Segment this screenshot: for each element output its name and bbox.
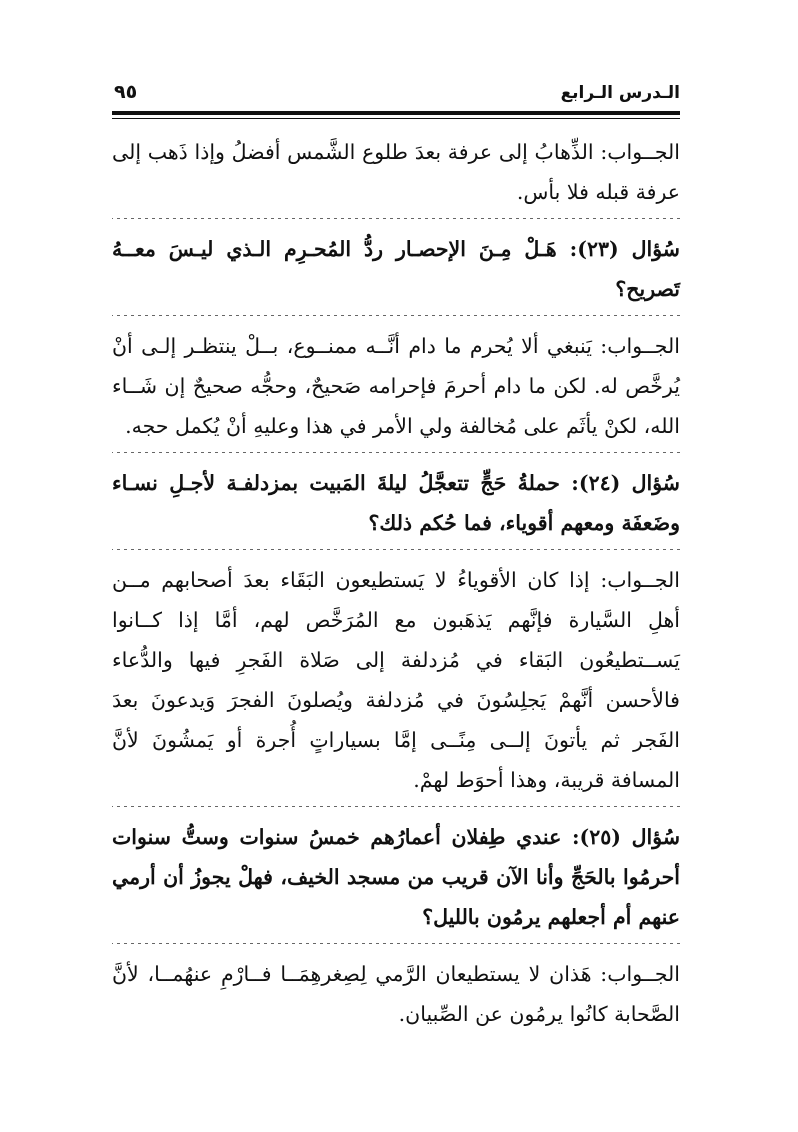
section-divider [112, 806, 680, 807]
section-divider [112, 549, 680, 550]
question-paragraph: سُؤال (٢٤): حملةُ حَجٍّ تتعجَّلُ ليلةَ المَبيت بمزدلفـة لأجـلِ نسـاء وضَعفَة ومعهم أقوياء، فما حُكم ذلك؟ [112, 471, 680, 535]
section-divider [112, 943, 680, 944]
chapter-title: الـدرس الـرابع [560, 83, 680, 103]
section-divider [112, 315, 680, 316]
answer-paragraph: الجــواب: إذا كان الأقوياءُ لا يَستطيعون البَقَاء بعدَ أصحابهم مــن أهلِ السَّيارة فإنَّهم يَذهَبون مع المُرَخَّص لهم، أمَّا إذا كــانوا يَســتطيعُون البَقاء في مُزدلفة إلى صَلاة الفَجرِ فيها والدُّعاء فالأحسن أنَّهمْ يَجلِسُونَ في مُزدلفة ويُصلونَ الفجرَ وَيدعونَ بعدَ الفَجر ثم يأتونَ إلــى مِنًــى إمَّا بسياراتٍ أُجرة أو يَمشُونَ لأنَّ المسافة قريبة، وهذا أحوَط لهمْ. [112, 568, 680, 792]
question-paragraph: سُؤال (٢٥): عندي طِفلان أعمارُهم خمسُ سنوات وستُّ سنوات أحرمُوا بالحَجِّ وأنا الآن قريب من مسجد الخيف، فهلْ يجوزُ أن أرمي عنهم أم أجعلهم يرمُون بالليل؟ [112, 825, 681, 929]
section-divider [112, 218, 680, 219]
answer-paragraph: الجــواب: هَذان لا يستطيعان الرَّمي لِصِغرهِمَــا فــارْمِ عنهُمــا، لأنَّ الصَّحابة كانُوا يرمُون عن الصِّبيان. [112, 962, 680, 1026]
header-rule-thick [112, 111, 680, 115]
page-body [112, 132, 680, 1034]
answer-paragraph: الجــواب: الذِّهابُ إلى عرفة بعدَ طلوع الشَّمس أفضلُ وإذا ذَهب إلى عرفة قبله فلا بأس. [112, 140, 680, 204]
page-number: ٩٥ [114, 81, 138, 103]
question-paragraph: سُؤال (٢٣): هَـلْ مِـنَ الإحصـار ردُّ المُحـرِم الـذي ليـسَ معــهُ تَصريح؟ [112, 237, 680, 301]
answer-paragraph: الجــواب: يَنبغي ألا يُحرم ما دام أنَّــه ممنــوع، بــلْ ينتظـر إلـى أنْ يُرخَّص له. لكن ما دام أحرمَ فإحرامه صَحيحٌ، وحجُّه صحيحٌ إن شَــاء الله، لكنْ يأثَم على مُخالفة ولي الأمر في هذا وعليهِ أنْ يُكمل حجه. [112, 334, 680, 438]
section-divider [112, 452, 680, 453]
header-rule-thin [112, 118, 680, 119]
page-header [112, 82, 680, 112]
